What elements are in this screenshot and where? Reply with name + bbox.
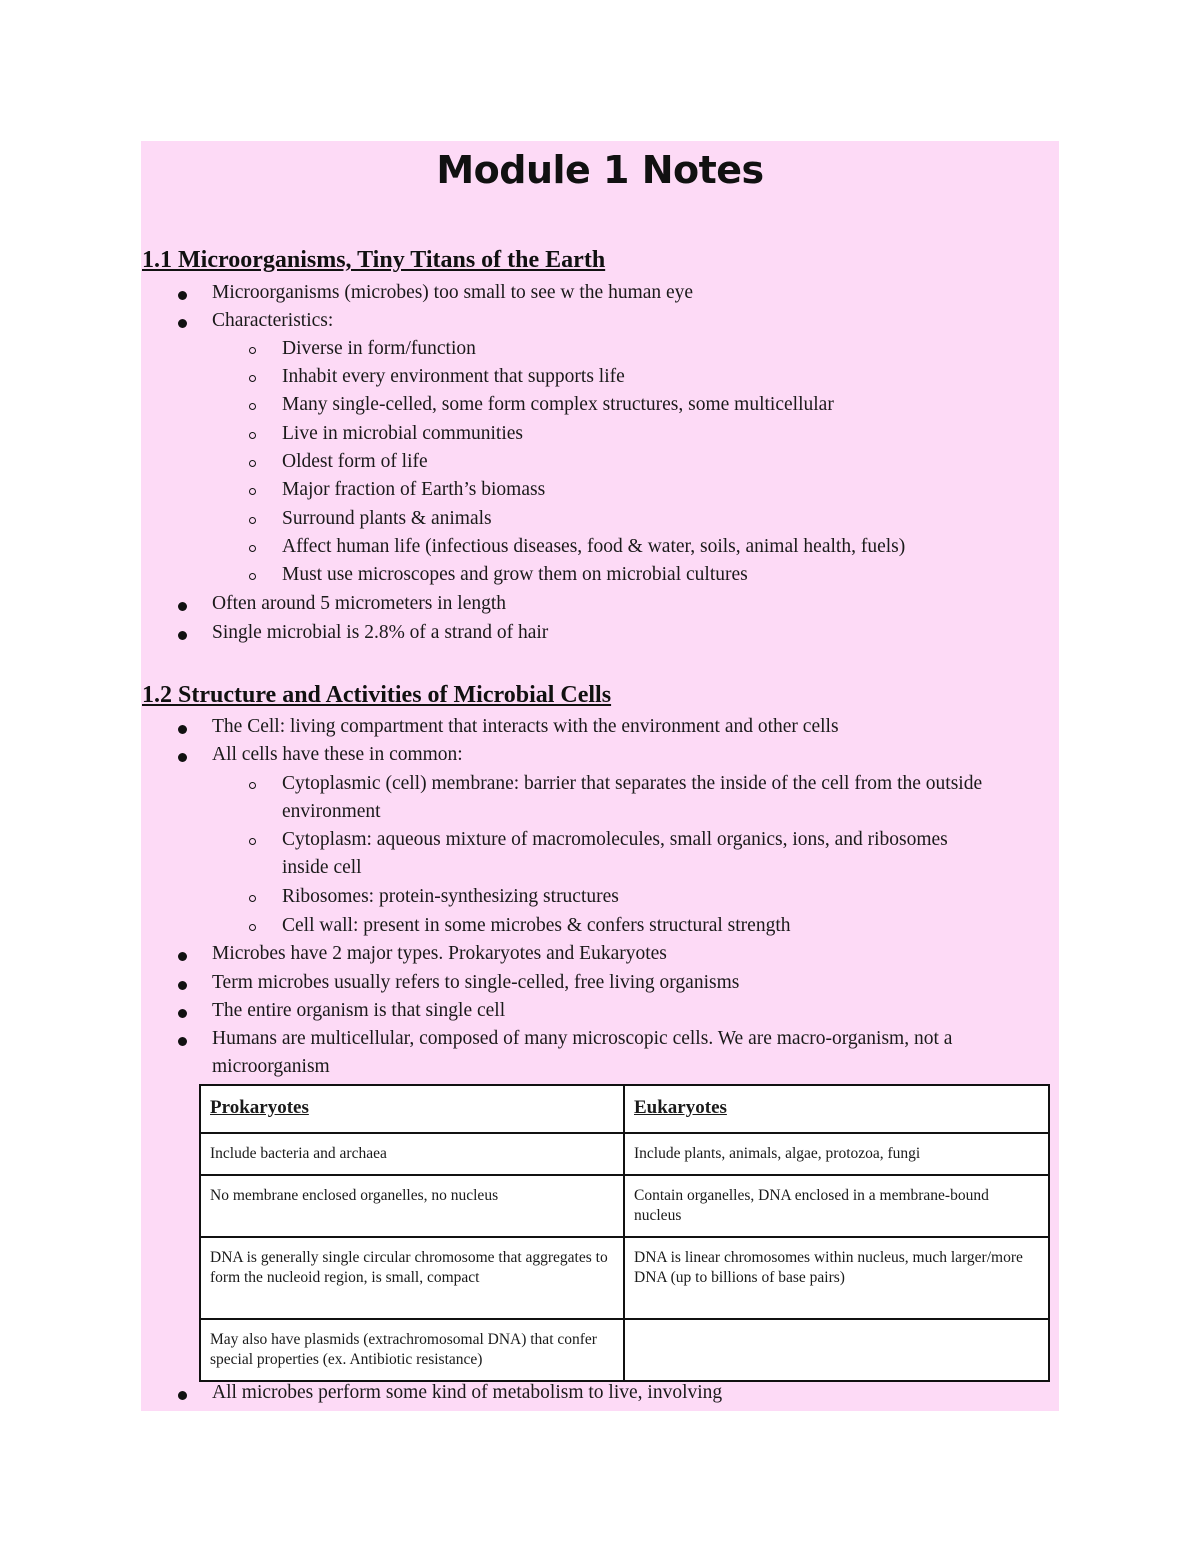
list-item: All cells have these in common:: [212, 744, 463, 765]
sub-bullet-icon: [249, 545, 256, 552]
sub-list-item-continuation: environment: [282, 801, 381, 822]
sub-bullet-icon: [249, 375, 256, 382]
sub-bullet-icon: [249, 432, 256, 439]
table-header-row: [200, 1085, 1049, 1133]
comparison-table: [199, 1084, 1050, 1382]
sub-bullet-icon: [249, 403, 256, 410]
list-item: Microbes have 2 major types. Prokaryotes and Eukaryotes: [212, 943, 667, 964]
bullet-icon: [178, 753, 187, 762]
table-cell: Contain organelles, DNA enclosed in a membrane-bound nucleus: [624, 1175, 1049, 1237]
sub-list-item: Oldest form of life: [282, 451, 428, 472]
sub-bullet-icon: [249, 782, 256, 789]
sub-list-item: Major fraction of Earth’s biomass: [282, 479, 546, 500]
table-cell: DNA is generally single circular chromosome that aggregates to form the nucleoid region, is small, compact: [200, 1237, 624, 1319]
table-cell: No membrane enclosed organelles, no nucleus: [200, 1175, 624, 1237]
bullet-icon: [178, 1009, 187, 1018]
list-item: Microorganisms (microbes) too small to see w the human eye: [212, 282, 694, 303]
sub-bullet-icon: [249, 347, 256, 354]
section-heading-1-1: 1.1 Microorganisms, Tiny Titans of the Earth: [142, 247, 606, 273]
sub-list-item: Must use microscopes and grow them on microbial cultures: [282, 564, 748, 585]
page-title: Module 1 Notes: [436, 148, 764, 192]
bullet-icon: [178, 952, 187, 961]
table-row: [200, 1175, 1049, 1237]
sub-list-item: Cytoplasmic (cell) membrane: barrier that separates the inside of the cell from the outside: [282, 773, 983, 794]
bullet-icon: [178, 725, 187, 734]
table-header-cell: Prokaryotes: [200, 1085, 624, 1133]
list-item: Single microbial is 2.8% of a strand of hair: [212, 622, 549, 643]
sub-bullet-icon: [249, 838, 256, 845]
table-row: [200, 1237, 1049, 1319]
list-item: Humans are multicellular, composed of many microscopic cells. We are macro-organism, not a: [212, 1028, 953, 1049]
sub-bullet-icon: [249, 573, 256, 580]
sub-list-item: Affect human life (infectious diseases, food & water, soils, animal health, fuels): [282, 536, 906, 557]
table-cell: [624, 1319, 1049, 1381]
bullet-icon: [178, 602, 187, 611]
table-row: [200, 1319, 1049, 1381]
sub-bullet-icon: [249, 895, 256, 902]
list-item: The entire organism is that single cell: [212, 1000, 506, 1021]
table-cell: Include plants, animals, algae, protozoa, fungi: [624, 1133, 1049, 1175]
list-item: Characteristics:: [212, 310, 334, 331]
sub-list-item: Cytoplasm: aqueous mixture of macromolecules, small organics, ions, and ribosomes: [282, 829, 948, 850]
sub-list-item-continuation: inside cell: [282, 857, 362, 878]
sub-bullet-icon: [249, 460, 256, 467]
bullet-icon: [178, 1391, 187, 1400]
sub-list-item: Inhabit every environment that supports life: [282, 366, 625, 387]
bullet-icon: [178, 1037, 187, 1046]
bullet-icon: [178, 981, 187, 990]
table-header-cell: Eukaryotes: [624, 1085, 1049, 1133]
section-heading-1-2: 1.2 Structure and Activities of Microbial Cells: [142, 682, 612, 708]
sub-list-item: Cell wall: present in some microbes & confers structural strength: [282, 915, 791, 936]
sub-list-item: Many single-celled, some form complex structures, some multicellular: [282, 394, 834, 415]
sub-list-item: Ribosomes: protein-synthesizing structures: [282, 886, 619, 907]
list-item: All microbes perform some kind of metabolism to live, involving: [212, 1382, 723, 1403]
sub-bullet-icon: [249, 924, 256, 931]
bullet-icon: [178, 631, 187, 640]
table-row: [200, 1133, 1049, 1175]
table-cell: May also have plasmids (extrachromosomal DNA) that confer special properties (ex. Antibiotic resistance): [200, 1319, 624, 1381]
sub-list-item: Surround plants & animals: [282, 508, 492, 529]
table-cell: Include bacteria and archaea: [200, 1133, 624, 1175]
table-cell: DNA is linear chromosomes within nucleus, much larger/more DNA (up to billions of base pairs): [624, 1237, 1049, 1319]
bullet-icon: [178, 319, 187, 328]
sub-bullet-icon: [249, 488, 256, 495]
list-item: Term microbes usually refers to single-celled, free living organisms: [212, 972, 740, 993]
sub-bullet-icon: [249, 517, 256, 524]
sub-list-item: Diverse in form/function: [282, 338, 476, 359]
bullet-icon: [178, 291, 187, 300]
sub-list-item: Live in microbial communities: [282, 423, 523, 444]
list-item: Often around 5 micrometers in length: [212, 593, 507, 614]
list-item: The Cell: living compartment that interacts with the environment and other cells: [212, 716, 839, 737]
list-item-continuation: microorganism: [212, 1056, 330, 1077]
